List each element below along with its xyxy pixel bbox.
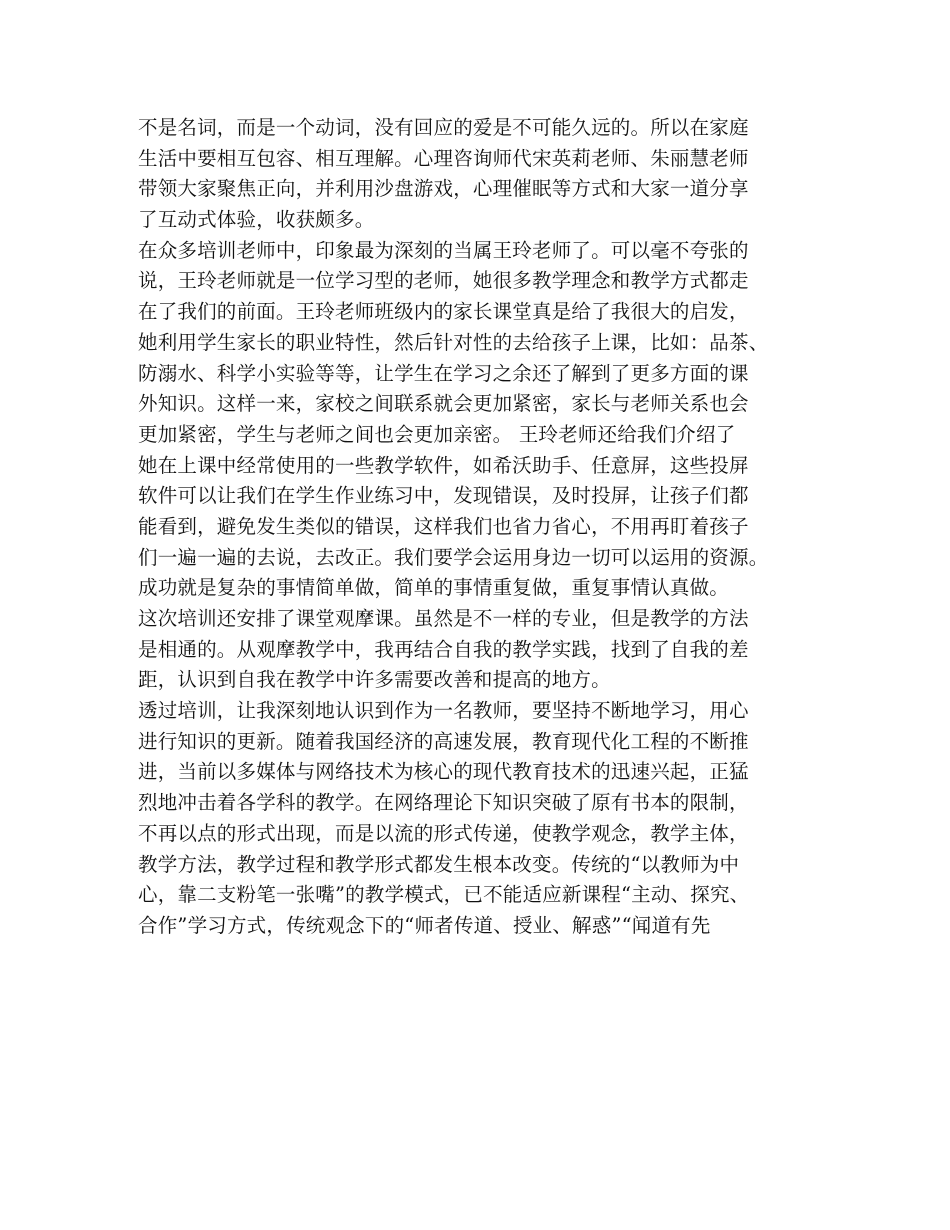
text-line: 了互动式体验，收获颇多。 — [138, 208, 375, 232]
text-line: 这次培训还安排了课堂观摩课。虽然是不一样的专业，但是教学的方法 — [138, 607, 749, 630]
text-line: 不是名词，而是一个动词，没有回应的爱是不可能久远的。所以在家庭 — [138, 116, 749, 139]
text-line: 烈地冲击着各学科的教学。在网络理论下知识突破了原有书本的限制， — [138, 791, 749, 815]
text-line: 合作”学习方式，传统观念下的“师者传道、授业、解惑”“闻道有先 — [138, 913, 711, 937]
text-line: 不再以点的形式出现，而是以流的形式传递，使教学观念，教学主体， — [138, 821, 749, 845]
text-line: 是相通的。从观摩教学中，我再结合自我的教学实践，找到了自我的差 — [138, 637, 749, 661]
text-line: 防溺水、科学小实验等等，让学生在学习之余还了解到了更多方面的课 — [138, 361, 749, 385]
text-line: 心，靠二支粉笔一张嘴”的教学模式，已不能适应新课程“主动、探究、 — [138, 883, 750, 907]
text-line: 们一遍一遍的去说，去改正。我们要学会运用身边一切可以运用的资源。 — [138, 545, 769, 569]
document-body — [138, 113, 818, 942]
text-line: 进，当前以多媒体与网络技术为核心的现代教育技术的迅速兴起，正猛 — [138, 760, 749, 784]
text-line: 生活中要相互包容、相互理解。心理咨询师代宋英莉老师、朱丽慧老师 — [138, 146, 749, 170]
text-line: 带领大家聚焦正向，并利用沙盘游戏，心理催眠等方式和大家一道分享 — [138, 177, 749, 201]
text-line: 在众多培训老师中，印象最为深刻的当属王玲老师了。可以毫不夸张的 — [138, 238, 749, 262]
text-line: 说，王玲老师就是一位学习型的老师，她很多教学理念和教学方式都走 — [138, 269, 749, 293]
text-line: 能看到，避免发生类似的错误，这样我们也省力省心，不用再盯着孩子 — [138, 514, 749, 538]
text-line: 在了我们的前面。王玲老师班级内的家长课堂真是给了我很大的启发， — [138, 300, 749, 324]
text-line: 进行知识的更新。随着我国经济的高速发展，教育现代化工程的不断推 — [138, 729, 749, 753]
text-line: 透过培训，让我深刻地认识到作为一名教师，要坚持不断地学习，用心 — [138, 699, 749, 723]
text-line: 软件可以让我们在学生作业练习中，发现错误，及时投屏，让孩子们都 — [138, 484, 749, 508]
text-line: 成功就是复杂的事情简单做，简单的事情重复做，重复事情认真做。 — [138, 576, 730, 600]
text-line: 距，认识到自我在教学中许多需要改善和提高的地方。 — [138, 668, 611, 692]
text-line: 教学方法，教学过程和教学形式都发生根本改变。传统的“以教师为中 — [138, 852, 740, 876]
text-line: 更加紧密，学生与老师之间也会更加亲密。 王玲老师还给我们介绍了 — [138, 422, 736, 446]
text-line: 她利用学生家长的职业特性，然后针对性的去给孩子上课，比如：品茶、 — [138, 330, 769, 354]
text-line: 她在上课中经常使用的一些教学软件，如希沃助手、任意屏，这些投屏 — [138, 453, 749, 477]
text-line: 外知识。这样一来，家校之间联系就会更加紧密，家长与老师关系也会 — [138, 392, 749, 416]
